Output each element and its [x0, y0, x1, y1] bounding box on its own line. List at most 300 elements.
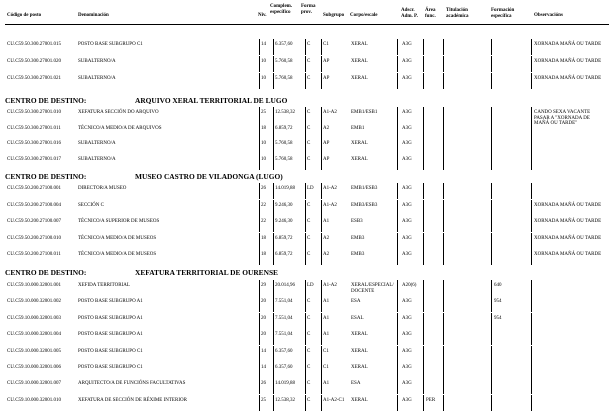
header-area-2: func.	[425, 13, 436, 19]
cell-adscr: A3G	[402, 397, 412, 403]
column-divider	[531, 249, 532, 265]
cell-sub: A1-A2	[323, 110, 337, 115]
cell-forma: C	[307, 141, 311, 146]
column-divider	[321, 233, 322, 249]
column-divider	[321, 378, 322, 394]
cell-corpo: XERAL	[351, 141, 368, 146]
cell-comp: 12.538,32	[275, 110, 295, 115]
table-row	[5, 157, 609, 171]
column-divider	[259, 378, 260, 394]
cell-comp: 5.760,58	[275, 76, 293, 81]
column-divider	[491, 154, 492, 170]
column-divider	[259, 362, 260, 378]
header-forma-2: prov.	[301, 9, 312, 15]
header-rule	[5, 24, 609, 25]
cell-corpo: ESA	[351, 299, 361, 305]
cell-forma: C	[307, 332, 311, 338]
cell-name: POSTO BASE SUBGRUPO A1	[78, 315, 143, 321]
table-row	[5, 186, 609, 200]
cell-niv: 29	[261, 283, 266, 288]
cell-forma: C	[307, 59, 311, 64]
cell-niv: 18	[261, 125, 266, 131]
cell-comp: 12.538,32	[275, 397, 295, 403]
column-divider	[443, 346, 444, 362]
cell-name: POSTO BASE SUBGRUPO C1	[78, 348, 143, 354]
column-divider	[321, 313, 322, 329]
section-label: CENTRO DE DESTINO:	[5, 96, 87, 105]
cell-corpo: ESB3	[351, 219, 363, 224]
cell-sub: A2	[323, 252, 330, 257]
cell-sub: A1-A2-C1	[323, 397, 345, 403]
column-divider	[259, 138, 260, 154]
column-divider	[273, 73, 274, 89]
column-divider	[491, 362, 492, 378]
column-divider	[321, 56, 322, 72]
column-divider	[491, 56, 492, 72]
cell-name: TÉCNICO/A MEDIO/A DE MUSEOS	[78, 252, 157, 257]
cell-adscr: A3G	[402, 219, 412, 224]
cell-comp: 5.760,58	[275, 59, 293, 64]
header-forma-1: Forma	[301, 4, 316, 9]
column-divider	[321, 216, 322, 232]
cell-code: CU.C59.50.200.27100.011	[7, 252, 61, 257]
column-divider	[531, 362, 532, 378]
header-formacion-1: Formación	[491, 8, 515, 13]
header-adscr-1: Adscr.	[401, 8, 415, 13]
column-divider	[321, 249, 322, 265]
cell-comp: 7.551,04	[275, 299, 293, 305]
column-divider	[321, 296, 322, 312]
cell-adscr: A3G	[402, 76, 412, 81]
column-divider	[259, 73, 260, 89]
cell-forma: C	[307, 125, 311, 131]
cell-niv: 10	[261, 141, 266, 146]
cell-sub: A1-A2	[323, 186, 337, 191]
cell-niv: 14	[261, 365, 266, 370]
cell-niv: 14	[261, 348, 266, 354]
table-row	[5, 381, 609, 395]
cell-obs: CANDO SEXA VACANTE PASAR A "XORNADA DE MAÑÁ OU TARDE"	[534, 110, 591, 127]
column-divider	[443, 378, 444, 394]
column-divider	[491, 233, 492, 249]
column-divider	[259, 395, 260, 411]
table-row	[5, 349, 609, 363]
column-divider	[531, 56, 532, 72]
column-divider	[259, 216, 260, 232]
cell-adscr: A3G	[402, 110, 412, 115]
cell-sub: A1	[323, 315, 330, 321]
cell-code: CU.C59.10.000.32001.002	[7, 299, 62, 305]
header-adscr-2: Adm. P.	[401, 13, 418, 19]
column-divider	[443, 216, 444, 232]
cell-sub: C1	[323, 348, 329, 354]
column-divider	[259, 313, 260, 329]
cell-form: 954	[494, 299, 502, 305]
cell-adscr: A3G	[402, 141, 412, 146]
column-divider	[531, 39, 532, 55]
cell-comp: 6.859,72	[275, 125, 293, 131]
header-codigo: Código de posto	[7, 13, 42, 18]
cell-name: TÉCNICO/A SUPERIOR DE MUSEOS	[78, 219, 160, 224]
column-divider	[273, 123, 274, 139]
cell-obs: XORNADA MAÑÁ OU TARDE	[534, 59, 602, 64]
column-divider	[259, 39, 260, 55]
cell-forma: C	[307, 219, 311, 224]
cell-name: SUBALTERNO/A	[78, 76, 116, 81]
cell-adscr: A3G	[402, 365, 412, 370]
cell-name: XEFATURA DE SECCIÓN DE RÉXIME INTERIOR	[78, 397, 187, 403]
cell-forma: C	[307, 42, 311, 47]
cell-corpo: XERAL/ESPECIAL/ DOCENTE	[351, 283, 394, 294]
cell-comp: 5.760,58	[275, 156, 293, 162]
column-divider	[273, 249, 274, 265]
cell-code: CU.C59.50.300.27001.010	[7, 110, 62, 115]
cell-adscr: A3G	[402, 42, 412, 47]
cell-comp: 7.551,04	[275, 315, 293, 321]
column-divider	[443, 296, 444, 312]
column-divider	[491, 138, 492, 154]
cell-obs: XORNADA MAÑÁ OU TARDE	[534, 235, 602, 241]
cell-niv: 10	[261, 156, 266, 162]
cell-forma: LD	[307, 283, 314, 288]
column-divider	[273, 346, 274, 362]
column-divider	[491, 249, 492, 265]
cell-forma: C	[307, 235, 311, 241]
column-divider	[443, 249, 444, 265]
cell-niv: 25	[261, 110, 266, 115]
column-divider	[491, 329, 492, 345]
cell-forma: LD	[307, 186, 314, 191]
cell-adscr: A3G	[402, 235, 412, 241]
cell-niv: 10	[261, 59, 266, 64]
column-divider	[531, 138, 532, 154]
column-divider	[273, 183, 274, 199]
column-divider	[443, 183, 444, 199]
column-divider	[491, 216, 492, 232]
cell-sub: AP	[323, 76, 330, 81]
cell-code: CU.C59.10.000.32001.006	[7, 365, 62, 370]
cell-name: POSTO BASE SUBGRUPO A1	[78, 299, 143, 305]
cell-forma: C	[307, 299, 311, 305]
cell-code: CU.C59.10.000.32001.004	[7, 332, 62, 338]
cell-sub: A2	[323, 125, 330, 131]
column-divider	[273, 329, 274, 345]
column-divider	[273, 395, 274, 411]
cell-forma: C	[307, 365, 311, 370]
header-observacions: Observacións	[534, 13, 563, 18]
cell-comp: 6.357,60	[275, 365, 293, 370]
column-divider	[321, 280, 322, 296]
column-divider	[259, 296, 260, 312]
cell-code: CU.C59.50.300.27001.015	[7, 42, 62, 47]
column-divider	[531, 73, 532, 89]
column-divider	[321, 138, 322, 154]
table-row	[5, 141, 609, 155]
cell-code: CU.C59.50.300.27001.016	[7, 141, 62, 146]
header-titulacion-1: Titulación	[446, 8, 468, 13]
cell-forma: C	[307, 381, 311, 387]
column-divider	[273, 56, 274, 72]
cell-sub: AP	[323, 141, 330, 146]
cell-adscr: A20(6)	[402, 283, 417, 288]
cell-sub: A1-A2	[323, 283, 337, 288]
cell-code: CU.C59.50.300.27001.020	[7, 59, 62, 64]
column-divider	[259, 249, 260, 265]
cell-comp: 6.859,72	[275, 252, 293, 257]
table-row	[5, 332, 609, 346]
column-divider	[321, 154, 322, 170]
cell-comp: 9.246,30	[275, 219, 293, 224]
column-divider	[321, 329, 322, 345]
column-divider	[321, 123, 322, 139]
cell-comp: 20.014,96	[275, 283, 295, 288]
cell-name: ARQUITECTO/A DE FUNCIÓNS FACULTATIVAS	[78, 381, 186, 387]
section-title: XEFATURA TERRITORIAL DE OURENSE	[135, 268, 278, 277]
table-row	[5, 110, 609, 127]
cell-niv: 26	[261, 186, 266, 191]
cell-name: TÉCNICO/A MEDIO/A DE ARQUIVOS	[78, 125, 162, 131]
column-divider	[321, 107, 322, 123]
column-divider	[491, 39, 492, 55]
cell-corpo: EMB1	[351, 125, 365, 131]
cell-corpo: EMB3	[351, 235, 365, 241]
cell-name: SUBALTERNO/A	[78, 156, 116, 162]
cell-obs: XORNADA MAÑÁ OU TARDE	[534, 219, 602, 224]
cell-code: CU.C59.10.000.32001.003	[7, 315, 62, 321]
column-divider	[273, 233, 274, 249]
header-complem-2: específico	[270, 9, 291, 15]
cell-sub: A1	[323, 332, 330, 338]
column-divider	[321, 200, 322, 216]
cell-corpo: ESA	[351, 381, 361, 387]
cell-comp: 5.760,58	[275, 141, 293, 146]
column-divider	[273, 378, 274, 394]
cell-forma: C	[307, 76, 311, 81]
column-divider	[321, 346, 322, 362]
column-divider	[491, 395, 492, 411]
column-divider	[491, 280, 492, 296]
cell-adscr: A3G	[402, 59, 412, 64]
cell-forma: C	[307, 156, 311, 162]
column-divider	[443, 329, 444, 345]
cell-forma: C	[307, 397, 311, 403]
cell-name: POSTO BASE SUBGRUPO A1	[78, 332, 143, 338]
column-divider	[491, 313, 492, 329]
cell-niv: 26	[261, 381, 266, 387]
cell-corpo: EMB1/ESB3	[351, 186, 378, 191]
section-label: CENTRO DE DESTINO:	[5, 268, 87, 277]
cell-area: PER	[426, 397, 436, 403]
cell-form: 954	[494, 315, 502, 321]
cell-code: CU.C59.50.200.27100.010	[7, 235, 62, 241]
cell-corpo: XERAL	[351, 59, 368, 64]
cell-corpo: XERAL	[351, 348, 368, 354]
column-divider	[491, 200, 492, 216]
cell-niv: 20	[261, 299, 266, 305]
column-divider	[531, 233, 532, 249]
cell-name: XEFIDA TERRITORIAL	[78, 283, 130, 288]
column-divider	[531, 183, 532, 199]
cell-niv: 18	[261, 235, 266, 241]
column-divider	[443, 313, 444, 329]
cell-name: SECCIÓN C	[78, 202, 104, 208]
column-divider	[443, 56, 444, 72]
table-row	[5, 283, 609, 297]
cell-comp: 7.551,04	[275, 332, 293, 338]
header-area-1: Área	[425, 8, 436, 13]
cell-name: SUBALTERNO/A	[78, 59, 116, 64]
column-divider	[259, 200, 260, 216]
column-divider	[321, 395, 322, 411]
cell-obs: XORNADA MAÑÁ OU TARDE	[534, 76, 602, 81]
header-formacion-2: específica	[491, 13, 512, 19]
table-row	[5, 203, 609, 217]
cell-form: 640	[494, 283, 502, 288]
column-divider	[259, 154, 260, 170]
cell-adscr: A3G	[402, 315, 412, 321]
cell-code: CU.C59.10.000.32001.010	[7, 397, 62, 403]
column-divider	[531, 378, 532, 394]
cell-obs: XORNADA MAÑÁ OU TARDE	[534, 202, 602, 208]
table-row	[5, 219, 609, 233]
column-divider	[443, 138, 444, 154]
cell-sub: A2	[323, 235, 330, 241]
column-divider	[443, 200, 444, 216]
cell-code: CU.C59.10.000.32001.005	[7, 348, 62, 354]
column-divider	[259, 346, 260, 362]
cell-comp: 9.246,30	[275, 202, 293, 208]
header-niv: Niv.	[258, 13, 267, 18]
column-divider	[531, 154, 532, 170]
cell-corpo: XERAL	[351, 397, 368, 403]
cell-niv: 10	[261, 76, 266, 81]
column-divider	[273, 296, 274, 312]
column-divider	[273, 362, 274, 378]
table-row	[5, 365, 609, 379]
cell-forma: C	[307, 110, 311, 115]
column-divider	[273, 39, 274, 55]
cell-corpo: XERAL	[351, 76, 368, 81]
cell-adscr: A3G	[402, 252, 412, 257]
cell-adscr: A3G	[402, 125, 412, 131]
cell-sub: C1	[323, 365, 329, 370]
cell-code: CU.C59.50.200.27100.004	[7, 202, 62, 208]
column-divider	[531, 346, 532, 362]
cell-corpo: EMB3	[351, 252, 365, 257]
cell-name: POSTO BASE SUBGRUPO C1	[78, 42, 143, 47]
cell-adscr: A3G	[402, 156, 412, 162]
column-divider	[259, 123, 260, 139]
column-divider	[321, 183, 322, 199]
column-divider	[491, 107, 492, 123]
column-divider	[443, 154, 444, 170]
column-divider	[273, 216, 274, 232]
cell-niv: 25	[261, 397, 266, 403]
cell-corpo: EMB1/ESB1	[351, 110, 378, 115]
column-divider	[531, 329, 532, 345]
column-divider	[321, 73, 322, 89]
column-divider	[531, 200, 532, 216]
column-divider	[443, 107, 444, 123]
column-divider	[443, 362, 444, 378]
column-divider	[259, 107, 260, 123]
column-divider	[259, 183, 260, 199]
cell-comp: 6.859,72	[275, 235, 293, 241]
cell-code: CU.C59.50.200.27100.007	[7, 219, 62, 224]
column-divider	[273, 200, 274, 216]
column-divider	[491, 123, 492, 139]
column-divider	[273, 107, 274, 123]
cell-code: CU.C59.50.300.27001.011	[7, 125, 61, 131]
cell-adscr: A3G	[402, 186, 412, 191]
cell-comp: 14.019,88	[275, 186, 295, 191]
cell-corpo: XERAL	[351, 332, 368, 338]
header-subgrupo: Subgrupo	[323, 13, 345, 18]
cell-corpo: XERAL	[351, 42, 368, 47]
cell-corpo: XERAL	[351, 156, 368, 162]
column-divider	[273, 138, 274, 154]
cell-sub: AP	[323, 156, 330, 162]
cell-name: TÉCNICO/A MEDIO/A DE MUSEOS	[78, 235, 157, 241]
table-row	[5, 236, 609, 250]
cell-adscr: A3G	[402, 332, 412, 338]
column-divider	[273, 154, 274, 170]
table-row	[5, 316, 609, 330]
column-divider	[443, 280, 444, 296]
cell-forma: C	[307, 202, 311, 208]
table-row	[5, 252, 609, 266]
cell-name: SUBALTERNO/A	[78, 141, 116, 146]
cell-name: POSTO BASE SUBGRUPO C1	[78, 365, 143, 370]
header-titulacion-2: académica	[446, 13, 469, 19]
cell-sub: A1	[323, 219, 330, 224]
cell-niv: 14	[261, 42, 266, 47]
cell-code: CU.C59.50.300.27001.021	[7, 76, 62, 81]
cell-name: XEFATURA SECCIÓN DO ARQUIVO	[78, 110, 159, 115]
column-divider	[321, 362, 322, 378]
cell-niv: 22	[261, 219, 266, 224]
cell-code: CU.C59.10.000.32001.001	[7, 283, 62, 288]
cell-forma: C	[307, 252, 311, 257]
table-row	[5, 299, 609, 313]
column-divider	[491, 346, 492, 362]
cell-comp: 6.357,60	[275, 42, 293, 47]
table-row	[5, 42, 609, 56]
cell-niv: 18	[261, 252, 266, 257]
cell-comp: 6.357,60	[275, 348, 293, 354]
cell-name: DIRECTOR/A MUSEO	[78, 186, 127, 191]
section-title: MUSEO CASTRO DE VILADONGA (LUGO)	[135, 172, 283, 181]
cell-corpo: XERAL	[351, 365, 368, 370]
column-divider	[259, 56, 260, 72]
column-divider	[491, 73, 492, 89]
cell-sub: C1	[323, 42, 329, 47]
column-divider	[321, 39, 322, 55]
column-divider	[491, 296, 492, 312]
section-title: ARQUIVO XERAL TERRITORIAL DE LUGO	[135, 96, 288, 105]
section-label: CENTRO DE DESTINO:	[5, 172, 87, 181]
cell-adscr: A3G	[402, 299, 412, 305]
cell-adscr: A3G	[402, 348, 412, 354]
cell-code: CU.C59.50.300.27001.017	[7, 156, 62, 162]
column-divider	[491, 378, 492, 394]
header-complem-1: Complem.	[270, 4, 293, 9]
cell-niv: 20	[261, 315, 266, 321]
cell-niv: 20	[261, 332, 266, 338]
column-divider	[443, 123, 444, 139]
header-corpo: Corpo/escale	[350, 13, 378, 18]
column-divider	[273, 280, 274, 296]
